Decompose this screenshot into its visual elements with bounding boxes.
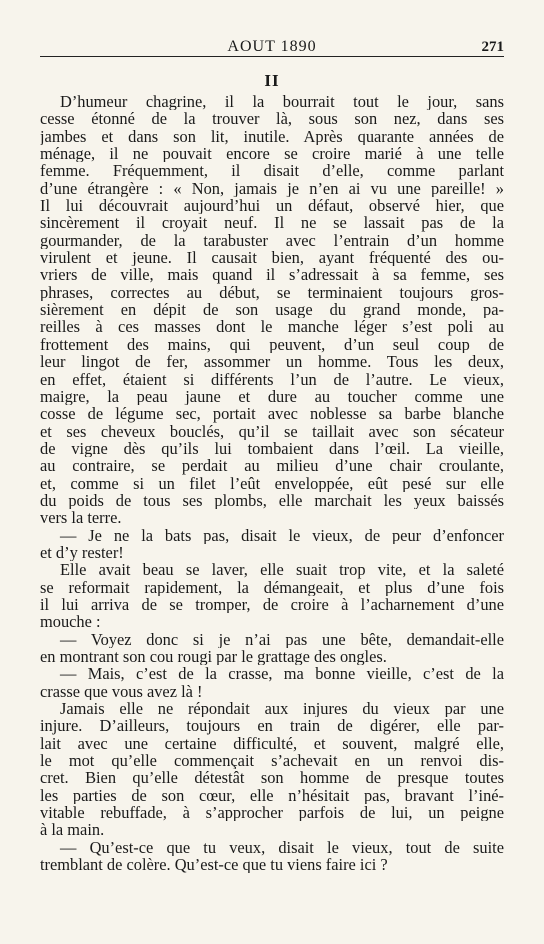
text-line: en montrant son cou rougi par le grattage des ongles. [40,648,387,666]
text-line: il lui arriva de se tromper, de croire à l’acharnement d’une [40,595,504,614]
text-line: vriers de ville, mais quand il s’adressait à sa femme, ses [40,266,504,284]
text-line: ménage, il ne pouvait encore se croire marié à une telle [40,145,504,163]
text-line: leur lingot de fer, assommer un homme. Tous les deux, [40,353,504,371]
section-number: II [264,71,280,90]
text-line: le mot qu’elle commençait s’achevait en un renvoi dis- [40,752,504,770]
text-line: Elle avait beau se laver, elle suait trop vite, et la saleté [60,561,504,579]
text-line: à la main. [40,821,105,839]
text-line: — Mais, c’est de la crasse, ma bonne vieille, c’est de la [60,665,504,683]
header-rule [40,56,504,57]
running-title: AOUT 1890 [227,38,317,55]
text-line: cret. Bien qu’elle détestât son homme de presque toutes [40,769,504,787]
text-line: se reformait rapidement, la démangeait, et plus d’une fois [40,578,504,596]
text-line: d’une étrangère : « Non, jamais je n’en ai vu une pareille! » [40,179,504,198]
text-line: sincèrement il croyait neuf. Il ne se lassait pas de la [40,214,504,232]
text-line: en effet, étaient si différents l’un de l’autre. Le vieux, [40,370,504,388]
text-line: D’humeur chagrine, il la bourrait tout le jour, sans [60,93,504,111]
text-line: gourmander, de la tarabuster avec l’entrain d’un homme [40,231,504,250]
text-line: et d’y rester! [40,543,124,562]
page-number: 271 [481,39,504,55]
text-line: mouche : [40,613,101,631]
text-line: virulent et jeune. Il causait bien, ayant fréquenté des ou- [40,249,504,267]
text-line: Il lui découvrait aujourd’hui un défaut, observé hier, que [40,197,504,215]
text-line: de vigne dès qu’ils lui tombaient dans l’œil. La vieille, [40,439,504,458]
text-line: du poids de tous ses plombs, elle marchait les yeux baissés [40,491,504,510]
body-text [40,93,504,873]
text-line: jambes et dans son lit, inutile. Après quarante années de [40,127,504,146]
text-line: et ses cheveux bouclés, qu’il se taillait avec son sécateur [40,422,504,440]
text-line: — Qu’est-ce que tu veux, disait le vieux, tout de suite [60,838,504,857]
text-line: — Je ne la bats pas, disait le vieux, de peur d’enfoncer [60,526,504,544]
text-line: et, comme si un filet l’eût enveloppée, eût pesé sur elle [40,474,504,492]
text-line: cesse étonné de la trouver là, sous son nez, dans ses [40,110,504,128]
text-line: lait avec une certaine difficulté, et souvent, malgré elle, [40,734,504,753]
text-line: injure. D’ailleurs, toujours en train de digérer, elle par- [40,717,504,735]
text-line: les parties de son cœur, elle n’hésitait pas, bravant l’iné- [40,786,504,805]
running-header [40,28,504,56]
text-line: Jamais elle ne répondait aux injures du vieux par une [60,700,504,718]
text-line: sièrement en dépit de son usage du grand monde, pa- [40,301,504,319]
text-line: phrases, correctes au début, se terminaient toujours gros- [40,283,504,302]
text-line: vers la terre. [40,509,122,527]
text-line: maigre, la peau jaune et dure au toucher comme une [40,387,504,406]
text-line: — Voyez donc si je n’ai pas une bête, demandait-elle [60,630,504,648]
text-line: femme. Fréquemment, il disait d’elle, comme parlant [40,162,504,180]
text-line: frottement des mains, qui peuvent, d’un seul coup de [40,335,504,354]
text-line: au contraire, se perdait au milieu d’une chair croulante, [40,457,504,475]
text-line: cosse de légume sec, portait avec noblesse sa barbe blanche [40,405,504,423]
text-line: vitable rebuffade, à s’approcher parfois de lui, un peigne [40,804,504,822]
text-line: crasse que vous avez là ! [40,682,203,701]
text-line: reilles à ces masses dont le manche léger s’est poli au [40,318,504,336]
text-line: tremblant de colère. Qu’est-ce que tu viens faire ici ? [40,856,388,874]
